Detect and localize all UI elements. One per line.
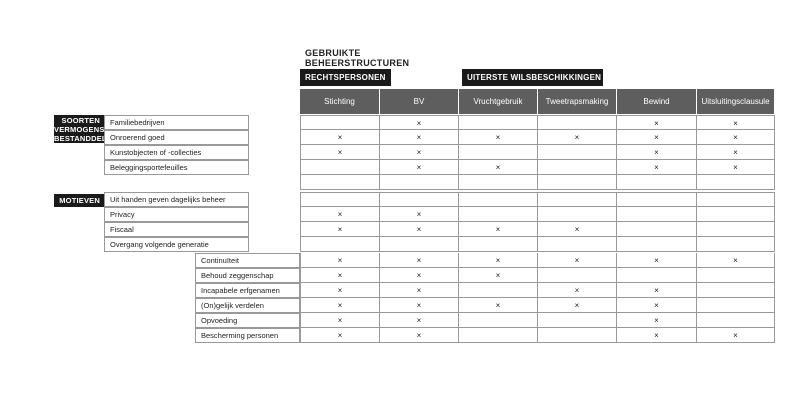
table-cell bbox=[380, 237, 459, 252]
table-cell-mark: × bbox=[459, 160, 538, 175]
table-cell bbox=[300, 160, 380, 175]
row-label: Beleggingsportefeuilles bbox=[104, 160, 249, 175]
table-cell-mark: × bbox=[459, 268, 538, 283]
column-header: BV bbox=[380, 89, 459, 114]
table-cell-mark: × bbox=[380, 298, 459, 313]
row-label: Privacy bbox=[104, 207, 249, 222]
table-cell bbox=[459, 192, 538, 207]
table-cell bbox=[459, 115, 538, 130]
table-cell bbox=[459, 145, 538, 160]
table-cell bbox=[538, 207, 617, 222]
table-cell-mark: × bbox=[459, 253, 538, 268]
table-cell-mark: × bbox=[697, 328, 775, 343]
table-cell-mark: × bbox=[617, 253, 697, 268]
table-cell-mark: × bbox=[380, 115, 459, 130]
row-label: (On)gelijk verdelen bbox=[195, 298, 300, 313]
table-cell-mark: × bbox=[617, 145, 697, 160]
table-cell-mark: × bbox=[380, 222, 459, 237]
row-label: Familiebedrijven bbox=[104, 115, 249, 130]
table-cell bbox=[538, 160, 617, 175]
table-cell-mark: × bbox=[538, 130, 617, 145]
row-label: Onroerend goed bbox=[104, 130, 249, 145]
table-cell-mark: × bbox=[380, 313, 459, 328]
section-label-line: BESTANDDELEN bbox=[54, 134, 118, 143]
table-cell-mark: × bbox=[697, 130, 775, 145]
table-cell bbox=[617, 192, 697, 207]
row-label: Bescherming personen bbox=[195, 328, 300, 343]
table-cell-mark: × bbox=[617, 283, 697, 298]
table-cell-mark: × bbox=[697, 145, 775, 160]
table-cell-mark: × bbox=[617, 328, 697, 343]
table-cell-mark: × bbox=[380, 130, 459, 145]
table-cell bbox=[459, 237, 538, 252]
column-header: Tweetrapsmaking bbox=[538, 89, 617, 114]
table-cell bbox=[538, 145, 617, 160]
table-cell bbox=[380, 175, 459, 190]
table-cell-mark: × bbox=[300, 283, 380, 298]
table-cell-mark: × bbox=[380, 283, 459, 298]
table-cell-mark: × bbox=[459, 130, 538, 145]
title-line-2: BEHEERSTRUCTUREN bbox=[305, 58, 410, 68]
section-label-line: SOORTEN bbox=[61, 116, 100, 125]
group-header-rechtspersonen: RECHTSPERSONEN bbox=[300, 69, 391, 86]
table-cell-mark: × bbox=[380, 145, 459, 160]
table-cell-mark: × bbox=[617, 160, 697, 175]
table-cell bbox=[538, 175, 617, 190]
table-cell-mark: × bbox=[617, 298, 697, 313]
section-label-line: VERMOGENS- bbox=[54, 125, 108, 134]
table-cell-mark: × bbox=[380, 268, 459, 283]
table-cell-mark: × bbox=[538, 253, 617, 268]
table-cell bbox=[459, 175, 538, 190]
table-cell bbox=[538, 313, 617, 328]
row-label: Overgang volgende generatie bbox=[104, 237, 249, 252]
table-cell bbox=[459, 313, 538, 328]
table-cell bbox=[697, 298, 775, 313]
column-header: Uitsluitingsclausule bbox=[697, 89, 775, 114]
table-cell-mark: × bbox=[300, 130, 380, 145]
table-cell-mark: × bbox=[300, 222, 380, 237]
table-cell-mark: × bbox=[697, 115, 775, 130]
table-cell-mark: × bbox=[300, 145, 380, 160]
title-line-1: GEBRUIKTE bbox=[305, 48, 361, 58]
table-cell bbox=[300, 237, 380, 252]
group-header-wilsbeschikkingen: UITERSTE WILSBESCHIKKINGEN bbox=[462, 69, 603, 86]
table-cell bbox=[697, 192, 775, 207]
table-cell bbox=[617, 222, 697, 237]
table-cell bbox=[617, 268, 697, 283]
table-cell bbox=[459, 207, 538, 222]
table-cell bbox=[538, 115, 617, 130]
row-label: Fiscaal bbox=[104, 222, 249, 237]
row-label: Continuïteit bbox=[195, 253, 300, 268]
table-cell-mark: × bbox=[459, 222, 538, 237]
table-cell bbox=[697, 237, 775, 252]
table-cell-mark: × bbox=[697, 253, 775, 268]
table-cell bbox=[697, 268, 775, 283]
table-cell-mark: × bbox=[300, 298, 380, 313]
row-label: Uit handen geven dagelijks beheer bbox=[104, 192, 249, 207]
table-cell-mark: × bbox=[380, 253, 459, 268]
table-cell bbox=[617, 207, 697, 222]
table-cell-mark: × bbox=[300, 313, 380, 328]
table-cell bbox=[617, 175, 697, 190]
table-cell-mark: × bbox=[697, 160, 775, 175]
table-cell bbox=[697, 313, 775, 328]
table-cell bbox=[697, 175, 775, 190]
table-cell bbox=[300, 175, 380, 190]
row-label: Kunstobjecten of -collecties bbox=[104, 145, 249, 160]
column-header: Bewind bbox=[617, 89, 697, 114]
table-cell-mark: × bbox=[380, 160, 459, 175]
row-label: Behoud zeggenschap bbox=[195, 268, 300, 283]
table-cell bbox=[697, 207, 775, 222]
table-cell-mark: × bbox=[617, 130, 697, 145]
table-cell bbox=[380, 192, 459, 207]
row-label: Incapabele erfgenamen bbox=[195, 283, 300, 298]
table-cell bbox=[617, 237, 697, 252]
table-title bbox=[305, 48, 409, 68]
table-cell-mark: × bbox=[459, 298, 538, 313]
table-cell bbox=[697, 222, 775, 237]
table-cell-mark: × bbox=[538, 222, 617, 237]
table-cell-mark: × bbox=[380, 328, 459, 343]
table-cell-mark: × bbox=[300, 207, 380, 222]
table-cell bbox=[459, 328, 538, 343]
column-header: Stichting bbox=[300, 89, 380, 114]
table-cell bbox=[697, 283, 775, 298]
table-cell bbox=[538, 192, 617, 207]
section-label-soorten-vermogensbestanddelen bbox=[54, 115, 118, 143]
table-cell-mark: × bbox=[538, 298, 617, 313]
table-cell-mark: × bbox=[380, 207, 459, 222]
column-header: Vruchtgebruik bbox=[459, 89, 538, 114]
table-cell-mark: × bbox=[300, 253, 380, 268]
table-cell bbox=[538, 237, 617, 252]
table-cell bbox=[459, 283, 538, 298]
table-cell bbox=[538, 328, 617, 343]
table-cell-mark: × bbox=[617, 115, 697, 130]
table-cell-mark: × bbox=[538, 283, 617, 298]
table-cell-mark: × bbox=[300, 268, 380, 283]
table-cell bbox=[538, 268, 617, 283]
table-cell bbox=[300, 192, 380, 207]
table-cell-mark: × bbox=[300, 328, 380, 343]
section-label-motieven: MOTIEVEN bbox=[54, 194, 104, 207]
table-cell-mark: × bbox=[617, 313, 697, 328]
row-label: Opvoeding bbox=[195, 313, 300, 328]
table-cell bbox=[300, 115, 380, 130]
